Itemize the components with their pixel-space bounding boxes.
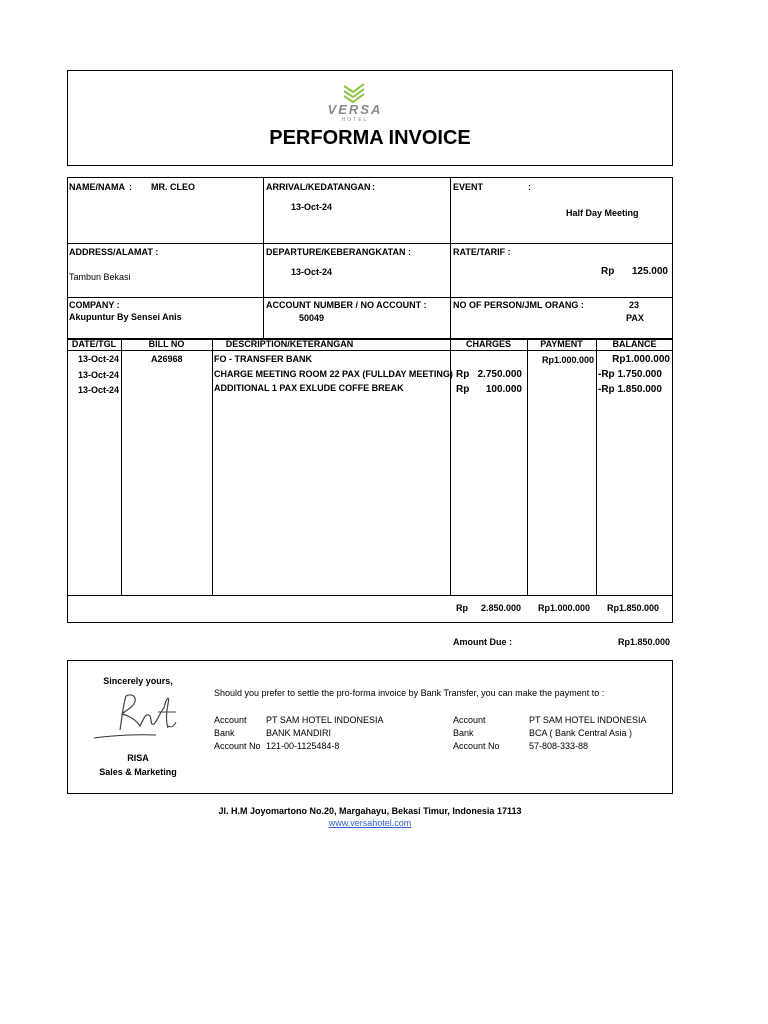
right-account-label: Account (453, 715, 486, 725)
left-bank-label: Bank (214, 728, 235, 738)
table-row-date: 13-Oct-24 (77, 370, 119, 380)
right-bank-label: Bank (453, 728, 474, 738)
col-header-bill: BILL NO (148, 339, 185, 349)
account-label: ACCOUNT NUMBER / NO ACCOUNT : (266, 300, 427, 310)
right-account-no-value: 57-808-333-88 (529, 741, 589, 751)
col-header-payment: PAYMENT (540, 339, 583, 349)
col-header-desc: DESCRIPTION/KETERANGAN (225, 339, 354, 349)
right-account-value: PT SAM HOTEL INDONESIA (529, 715, 647, 725)
departure-label: DEPARTURE/KEBERANGKATAN : (266, 247, 411, 257)
account-value: 50049 (299, 313, 325, 323)
event-label: EVENT (453, 182, 484, 192)
table-row-balance: Rp1.000.000 (612, 354, 670, 365)
col-header-charges: CHARGES (465, 339, 511, 349)
arrival-label: ARRIVAL/KEDATANGAN (266, 182, 371, 192)
total-charges-currency: Rp (456, 603, 468, 613)
total-payment: Rp1.000.000 (537, 603, 590, 613)
persons-value: 23 (629, 300, 640, 310)
left-account-no-value: 121-00-1125484-8 (266, 741, 340, 751)
left-bank-value: BANK MANDIRI (266, 728, 332, 738)
footer-website-wrap (67, 818, 673, 829)
persons-label: NO OF PERSON/JML ORANG : (453, 300, 584, 310)
name-colon: : (129, 182, 132, 192)
rate-value: 125.000 (631, 266, 668, 277)
address-value: Tambun Bekasi (69, 272, 131, 282)
address-label: ADDRESS/ALAMAT : (69, 247, 159, 257)
signature-greeting: Sincerely yours, (103, 676, 173, 686)
departure-value: 13-Oct-24 (291, 267, 333, 277)
left-account-value: PT SAM HOTEL INDONESIA (266, 715, 384, 725)
signature-position: Sales & Marketing (99, 767, 177, 777)
table-row-bill: A26968 (151, 354, 183, 364)
name-label: NAME/NAMA (69, 182, 125, 192)
company-label: COMPANY : (69, 300, 120, 310)
table-row-charges-currency: Rp (456, 384, 470, 395)
signature-image (86, 690, 186, 744)
footer-address: Jl. H.M Joyomartono No.20, Margahayu, Bekasi Timur, Indonesia 17113 (218, 806, 522, 816)
logo-text: VERSA (327, 102, 383, 117)
table-row-charges-currency: Rp (456, 369, 470, 380)
right-bank-value: BCA ( Bank Central Asia ) (529, 728, 633, 738)
arrival-colon: : (372, 182, 375, 192)
total-balance: Rp1.850.000 (606, 603, 659, 613)
event-colon: : (528, 182, 531, 192)
table-row-charges: 2.750.000 (477, 369, 522, 380)
table-row-desc: CHARGE MEETING ROOM 22 PAX (FULLDAY MEETING) (214, 369, 453, 379)
page-title: PERFORMA INVOICE (269, 127, 471, 149)
table-row-charges: 100.000 (485, 384, 522, 395)
right-account-no-label: Account No (453, 741, 500, 751)
table-row-balance: -Rp 1.750.000 (598, 369, 662, 380)
event-value: Half Day Meeting (566, 208, 639, 218)
table-row-date: 13-Oct-24 (77, 354, 119, 364)
payment-intro: Should you prefer to settle the pro-forma invoice by Bank Transfer, you can make the payment to : (214, 688, 605, 698)
left-account-label: Account (214, 715, 247, 725)
col-header-balance: BALANCE (612, 339, 657, 349)
total-charges: 2.850.000 (480, 603, 521, 613)
name-value: MR. CLEO (151, 182, 195, 192)
table-row-desc: FO - TRANSFER BANK (214, 354, 312, 364)
logo-sub: HOTEL (341, 117, 369, 123)
table-row-payment: Rp1.000.000 (541, 355, 594, 365)
col-header-date: DATE/TGL (71, 339, 117, 349)
amount-due-value: Rp1.850.000 (617, 637, 670, 647)
footer-website-link[interactable]: www.versahotel.com (328, 818, 412, 828)
table-row-desc: ADDITIONAL 1 PAX EXLUDE COFFE BREAK (214, 383, 404, 393)
arrival-value: 13-Oct-24 (291, 202, 333, 212)
transaction-table (67, 338, 673, 623)
rate-label: RATE/TARIF : (453, 247, 511, 257)
company-value: Akupuntur By Sensei Anis (69, 312, 182, 322)
amount-due-label: Amount Due : (453, 637, 512, 647)
persons-unit: PAX (626, 313, 644, 323)
table-row-date: 13-Oct-24 (77, 385, 119, 395)
signature-name: RISA (127, 753, 149, 763)
logo (320, 82, 390, 126)
left-account-no-label: Account No (214, 741, 261, 751)
rate-currency: Rp (601, 266, 615, 277)
table-row-balance: -Rp 1.850.000 (598, 384, 662, 395)
signature-scribble-icon (86, 690, 186, 744)
